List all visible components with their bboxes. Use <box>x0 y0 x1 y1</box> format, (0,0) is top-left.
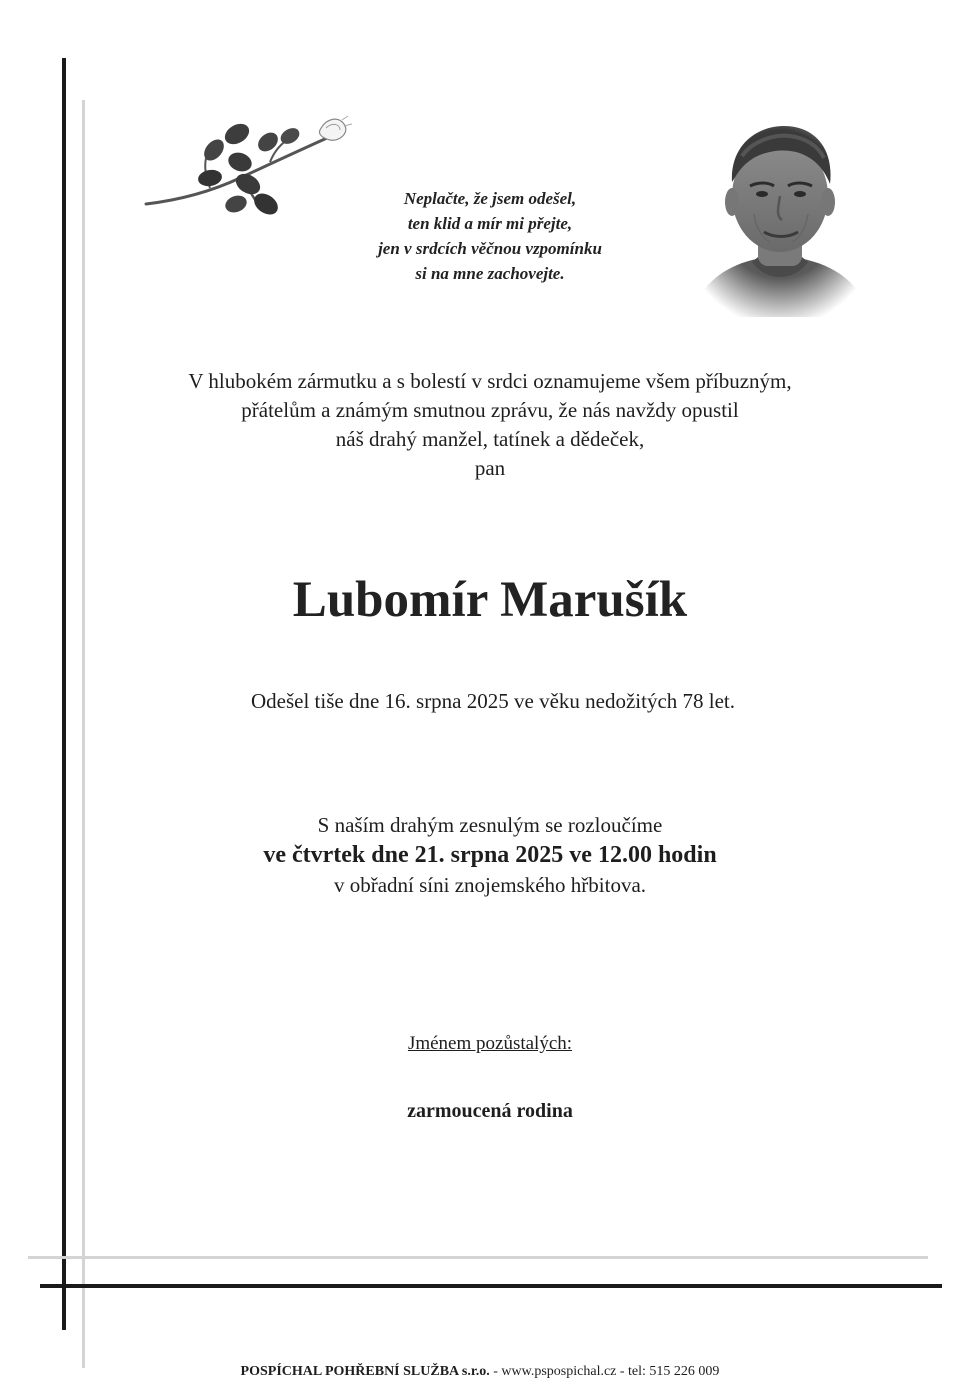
death-note: Odešel tiše dne 16. srpna 2025 ve věku nedožitých 78 let. <box>250 689 736 713</box>
rose-branch-icon <box>140 112 355 222</box>
announcement-text <box>100 367 880 483</box>
frame-horizontal-grey-line <box>28 1256 928 1259</box>
memorial-poem <box>330 186 650 286</box>
footer-contact-details: - www.pspospichal.cz - tel: 515 226 009 <box>489 1364 720 1379</box>
farewell-details <box>100 810 880 900</box>
poem-line: si na mne zachovejte. <box>415 264 565 283</box>
frame-horizontal-black-line <box>40 1284 942 1288</box>
family-signature: zarmoucená rodina <box>407 1100 573 1122</box>
farewell-datetime: ve čtvrtek dne 21. srpna 2025 ve 12.00 hodin <box>263 842 717 868</box>
poem-line: jen v srdcích věčnou vzpomínku <box>378 239 602 258</box>
announcement-line: pan <box>474 456 506 480</box>
poem-line: Neplačte, že jsem odešel, <box>403 189 577 208</box>
portrait-photo <box>692 112 868 317</box>
frame-vertical-black-line <box>62 58 66 1330</box>
announcement-line: V hlubokém zármutku a s bolestí v srdci oznamujeme všem příbuzným, <box>188 369 792 393</box>
frame-vertical-grey-line <box>82 100 85 1368</box>
deceased-name: Lubomír Marušík <box>292 572 688 628</box>
farewell-place: v obřadní síni znojemského hřbitova. <box>333 873 647 897</box>
family-label: Jménem pozůstalých: <box>407 1033 573 1054</box>
footer-company: POSPÍCHAL POHŘEBNÍ SLUŽBA s.r.o. <box>240 1364 490 1379</box>
footer-contact <box>100 1362 860 1382</box>
announcement-line: přátelům a známým smutnou zprávu, že nás navždy opustil <box>241 398 739 422</box>
farewell-intro: S naším drahým zesnulým se rozloučíme <box>317 813 663 837</box>
announcement-line: náš drahý manžel, tatínek a dědeček, <box>335 427 645 451</box>
poem-line: ten klid a mír mi přejte, <box>407 214 573 233</box>
